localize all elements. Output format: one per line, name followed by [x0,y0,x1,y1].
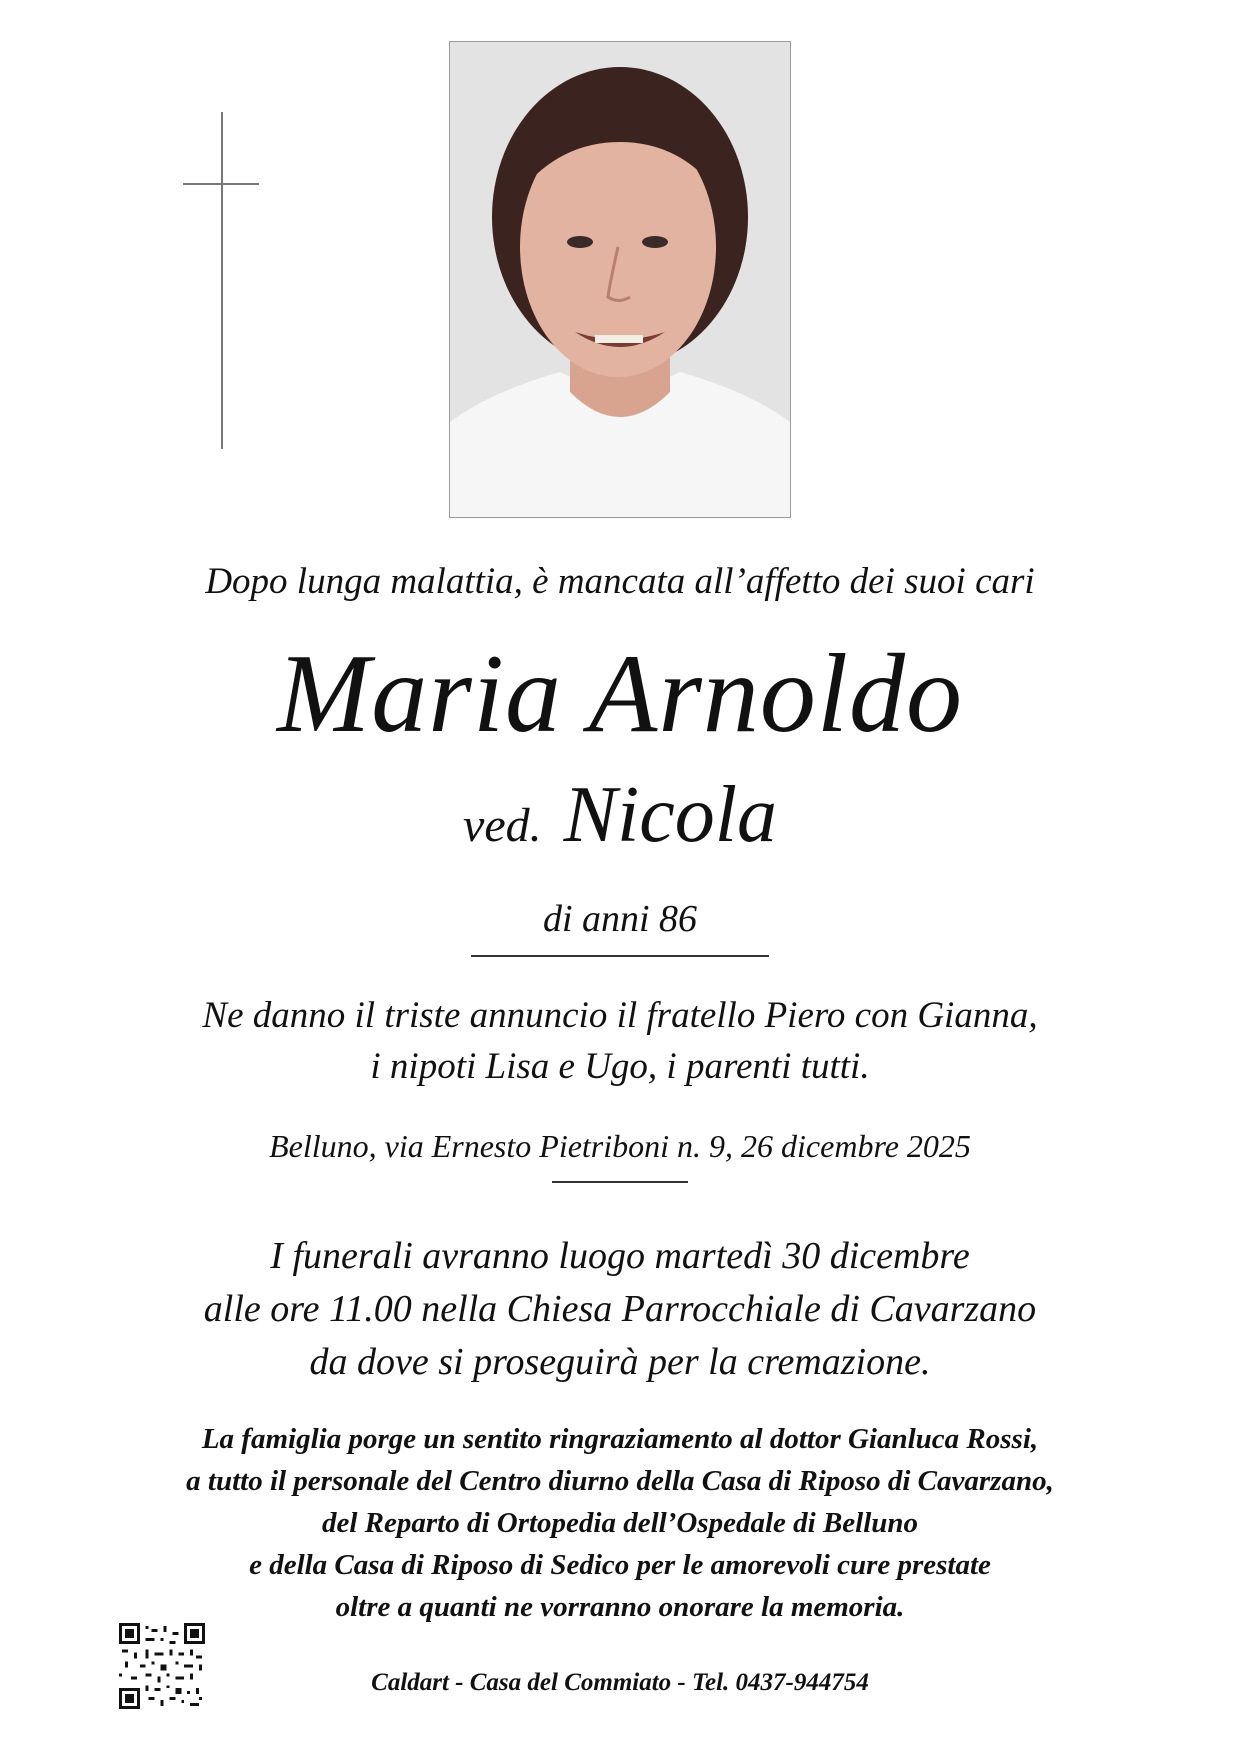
widow-prefix: ved. [463,799,542,852]
announcement [0,990,1240,1092]
divider [552,1181,688,1183]
portrait-photo [449,41,791,518]
thanks-text [0,1418,1240,1628]
cross-icon-horizontal [183,183,259,185]
funeral-line: I funerali avranno luogo martedì 30 dicembre [270,1235,970,1277]
funeral-line: alle ore 11.00 nella Chiesa Parrocchiale di Cavarzano [203,1288,1037,1330]
thanks-line: del Reparto di Ortopedia dell’Ospedale di Belluno [321,1507,919,1539]
intro-text: Dopo lunga malattia, è mancata all’affetto dei suoi cari [205,561,1035,602]
married-name-line [0,771,1240,859]
announcement-line: Ne danno il triste annuncio il fratello Piero con Gianna, [202,995,1038,1036]
funeral-info [0,1230,1240,1389]
announcement-line: i nipoti Lisa e Ugo, i parenti tutti. [370,1046,870,1087]
place-date: Belluno, via Ernesto Pietriboni n. 9, 26 dicembre 2025 [269,1128,971,1164]
thanks-line: La famiglia porge un sentito ringraziamento al dottor Gianluca Rossi, [201,1423,1039,1455]
deceased-name: Maria Arnoldo [276,632,964,756]
cross-icon-vertical [221,112,223,449]
thanks-line: oltre a quanti ne vorranno onorare la memoria. [335,1591,905,1623]
age: di anni 86 [542,898,698,940]
divider [471,955,769,957]
funeral-home-footer: Caldart - Casa del Commiato - Tel. 0437-944754 [371,1669,869,1696]
thanks-line: a tutto il personale del Centro diurno della Casa di Riposo di Cavarzano, [186,1465,1054,1497]
thanks-line: e della Casa di Riposo di Sedico per le amorevoli cure prestate [249,1549,991,1581]
funeral-line: da dove si proseguirà per la cremazione. [309,1341,931,1383]
married-name: Nicola [563,771,777,859]
